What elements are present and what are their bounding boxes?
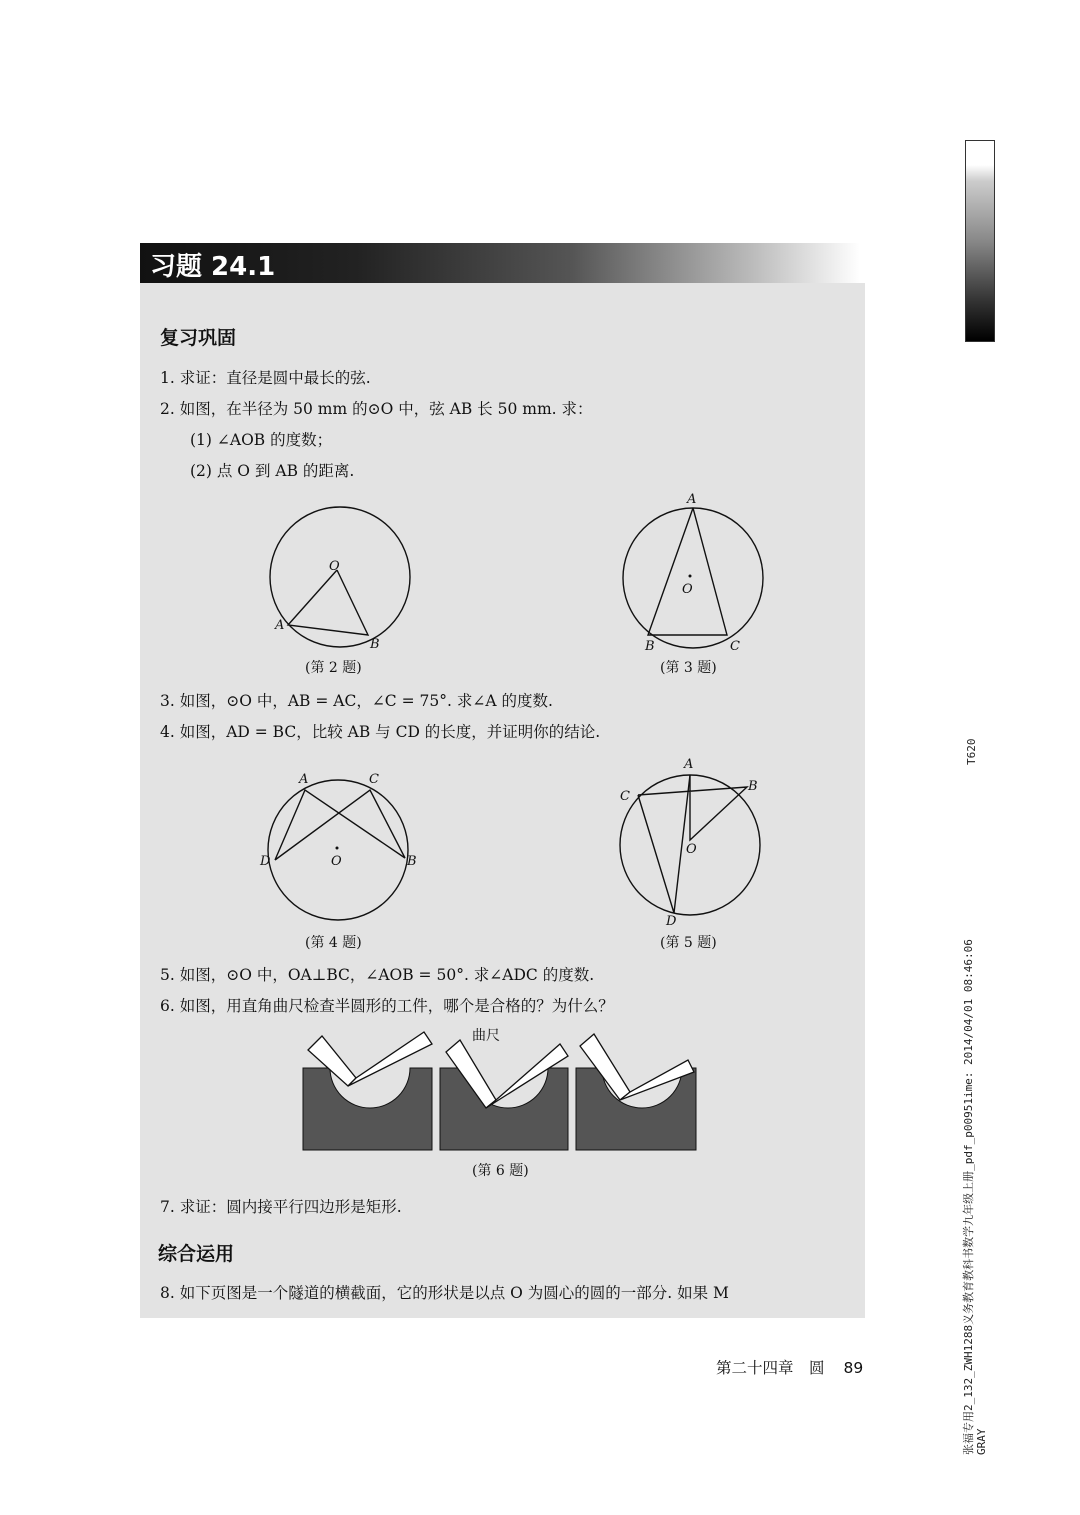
side-print-info: 张福专用2_132_ZWH1288义务教育教科书数学九年级上册_pdf_p00951ime: 2014/04/01 08:46:06	[962, 939, 975, 1455]
fig4-label-d: D	[260, 854, 271, 869]
exercise-title: 习题 24.1	[150, 252, 276, 282]
question-4: 4. 如图，AD = BC，比较 AB 与 CD 的长度，并证明你的结论.	[160, 723, 601, 741]
side-gray-label: GRAY	[975, 1428, 988, 1455]
color-calibration-strip	[965, 140, 995, 342]
figure-5	[610, 750, 785, 930]
label-ruler: 曲尺	[472, 1028, 500, 1044]
fig3-center-dot	[689, 575, 692, 578]
fig2-label-b: B	[370, 637, 380, 652]
caption-figure-5: (第 5 题)	[660, 935, 717, 951]
figure-6	[300, 1030, 700, 1155]
question-3: 3. 如图，⊙O 中，AB = AC，∠C = 75°. 求∠A 的度数.	[160, 692, 553, 710]
question-1: 1. 求证：直径是圆中最长的弦.	[160, 369, 371, 387]
caption-figure-3: (第 3 题)	[660, 660, 717, 676]
fig5-label-o: O	[686, 842, 697, 857]
fig5-label-a: A	[684, 757, 694, 772]
fig4-chords	[275, 790, 405, 860]
figure-3	[610, 488, 785, 658]
question-2-part-1: (1) ∠AOB 的度数；	[190, 431, 333, 449]
fig4-label-b: B	[407, 854, 417, 869]
fig5-label-b: B	[748, 779, 758, 794]
fig5-label-c: C	[620, 789, 630, 804]
fig3-label-o: O	[682, 582, 693, 597]
fig2-label-a: A	[275, 618, 285, 633]
workpiece-3	[576, 1034, 696, 1150]
figure-4	[255, 768, 430, 933]
fig2-triangle	[288, 570, 368, 635]
question-2-part-2: (2) 点 O 到 AB 的距离.	[190, 462, 355, 480]
caption-figure-6: (第 6 题)	[472, 1163, 529, 1179]
fig4-label-a: A	[299, 772, 309, 787]
fig3-circle	[623, 508, 763, 648]
question-5: 5. 如图，⊙O 中，OA⊥BC，∠AOB = 50°. 求∠ADC 的度数.	[160, 966, 595, 984]
fig4-label-o: O	[331, 854, 342, 869]
fig4-center-dot	[336, 847, 339, 850]
fig5-label-d: D	[666, 914, 677, 929]
fig3-label-c: C	[730, 639, 740, 654]
question-2: 2. 如图，在半径为 50 mm 的⊙O 中，弦 AB 长 50 mm. 求：	[160, 400, 593, 418]
workpiece-1	[303, 1032, 432, 1150]
fig3-triangle	[648, 508, 727, 635]
caption-figure-2: (第 2 题)	[305, 660, 362, 676]
fig3-label-b: B	[645, 639, 655, 654]
fig5-inscribed-angle	[638, 775, 690, 913]
footer-page-number: 89	[843, 1359, 864, 1377]
footer-chapter-title: 第二十四章 圆	[716, 1359, 825, 1377]
workpiece-2	[440, 1040, 568, 1150]
fig4-label-c: C	[369, 772, 379, 787]
fig3-label-a: A	[687, 492, 697, 507]
section-application-title: 综合运用	[158, 1243, 235, 1265]
question-7: 7. 求证：圆内接平行四边形是矩形.	[160, 1198, 402, 1216]
section-review-title: 复习巩固	[160, 327, 237, 349]
question-8: 8. 如下页图是一个隧道的横截面，它的形状是以点 O 为圆心的圆的一部分. 如果 M	[160, 1284, 729, 1302]
side-code: T620	[965, 738, 978, 765]
fig2-label-o: O	[329, 559, 340, 574]
figure-2	[255, 495, 430, 665]
caption-figure-4: (第 4 题)	[305, 935, 362, 951]
footer-chapter	[716, 1356, 863, 1378]
question-6: 6. 如图，用直角曲尺检查半圆形的工件，哪个是合格的？为什么？	[160, 997, 614, 1015]
